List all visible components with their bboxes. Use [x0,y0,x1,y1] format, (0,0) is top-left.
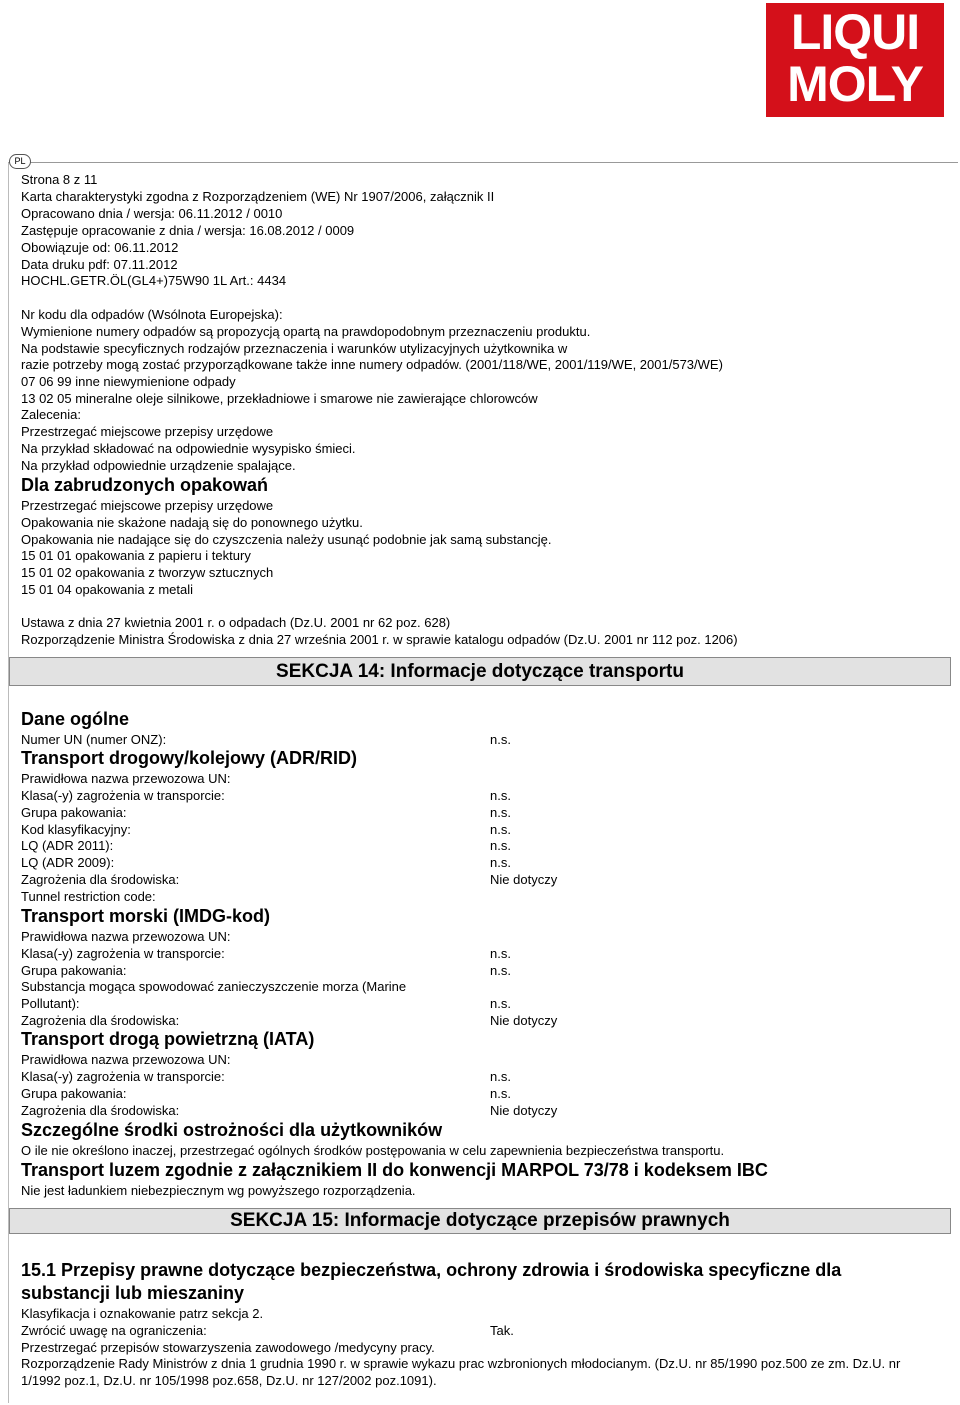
waste-line: 13 02 05 mineralne oleje silnikowe, przekładniowe i smarowe nie zawierające chlorowców [21,391,538,406]
waste-line: Na podstawie specyficznych rodzajów przeznaczenia i warunków utylizacyjnych użytkownika w [21,341,568,356]
imdg-label: Pollutant): [21,996,80,1011]
adr-label: LQ (ADR 2011): [21,838,114,853]
section-14-header: SEKCJA 14: Informacje dotyczące transportu [9,657,951,686]
adr-label: Tunnel restriction code: [21,889,156,904]
adr-value: n.s. [490,838,511,853]
waste-line: razie potrzeby mogą zostać przyporządkowane także inne numery odpadów. (2001/118/WE, 2001/119/WE, 2001/573/WE) [21,357,723,372]
adr-value: n.s. [490,788,511,803]
classification-note: Klasyfikacja i oznakowanie patrz sekcja 2. [21,1306,264,1321]
sds-title: Karta charakterystyki zgodna z Rozporządzeniem (WE) Nr 1907/2006, załącznik II [21,189,495,204]
imdg-heading: Transport morski (IMDG-kod) [21,906,271,926]
waste-line: Nr kodu dla odpadów (Wsólnota Europejska): [21,307,283,322]
adr-value: Nie dotyczy [490,872,558,887]
waste-line: 07 06 99 inne niewymienione odpady [21,374,236,389]
page-number: Strona 8 z 11 [21,172,98,187]
iata-value: n.s. [490,1086,511,1101]
adr-label: Zagrożenia dla środowiska: [21,872,180,887]
section-15-header: SEKCJA 15: Informacje dotyczące przepisów prawnych [9,1208,951,1234]
adr-value: n.s. [490,855,511,870]
waste-line: Przestrzegać miejscowe przepisy urzędowe [21,424,274,439]
iata-value: n.s. [490,1069,511,1084]
adr-value: n.s. [490,805,511,820]
imdg-label: Prawidłowa nazwa przewozowa UN: [21,929,231,944]
iata-heading: Transport drogą powietrzną (IATA) [21,1029,315,1049]
imdg-value: n.s. [490,946,511,961]
adr-heading: Transport drogowy/kolejowy (ADR/RID) [21,748,358,768]
imdg-value: n.s. [490,963,511,978]
un-number-label: Numer UN (numer ONZ): [21,732,167,747]
waste-line: Zalecenia: [21,407,81,422]
print-date: Data druku pdf: 07.11.2012 [21,257,178,272]
adr-label: Prawidłowa nazwa przewozowa UN: [21,771,231,786]
marpol-heading: Transport luzem zgodnie z załącznikiem II do konwencji MARPOL 73/78 i kodeksem IBC [21,1160,768,1180]
regulation-line: Rozporządzenie Rady Ministrów z dnia 1 grudnia 1990 r. w sprawie wykazu prac wzbronionych młodocianym. (Dz.U. nr 85/1990 poz.500 ze zm. Dz.U. nr 1/1992 poz.1, Dz.U. nr 105/1998 poz.658, Dz.U. nr 127/2002 poz.1091). [21,1356,901,1388]
adr-label: Klasa(-y) zagrożenia w transporcie: [21,788,225,803]
un-number-value: n.s. [490,732,511,747]
iata-value: Nie dotyczy [490,1103,558,1118]
imdg-label: Zagrożenia dla środowiska: [21,1013,180,1028]
imdg-value: Nie dotyczy [490,1013,558,1028]
law-line: Rozporządzenie Ministra Środowiska z dnia 27 września 2001 r. w sprawie katalogu odpadów (Dz.U. 2001 nr 112 poz. 1206) [21,632,738,647]
regulation-line: Przestrzegać przepisów stowarzyszenia zawodowego /medycyny pracy. [21,1340,435,1355]
logo-line-1: LIQUI [790,4,920,60]
special-precautions-heading: Szczególne środki ostrożności dla użytkowników [21,1120,443,1140]
general-heading: Dane ogólne [21,709,130,729]
imdg-label: Substancja mogąca spowodować zanieczyszczenie morza (Marine [21,979,407,994]
logo-line-2: MOLY [787,56,923,112]
section-15-1-heading: 15.1 Przepisy prawne dotyczące bezpieczeństwa, ochrony zdrowia i środowiska specyficzne dla substancji lub mieszaniny [21,1260,842,1303]
waste-line: Na przykład składować na odpowiednie wysypisko śmieci. [21,441,356,456]
packaging-heading: Dla zabrudzonych opakowań [21,475,269,495]
restrictions-label: Zwrócić uwagę na ograniczenia: [21,1323,207,1338]
packaging-line: 15 01 01 opakowania z papieru i tektury [21,548,251,563]
imdg-value: n.s. [490,996,511,1011]
replaces-line: Zastępuje opracowanie z dnia / wersja: 16.08.2012 / 0009 [21,223,355,238]
version-line: Opracowano dnia / wersja: 06.11.2012 / 0010 [21,206,283,221]
imdg-label: Klasa(-y) zagrożenia w transporcie: [21,946,225,961]
packaging-line: 15 01 04 opakowania z metali [21,582,194,597]
packaging-line: Przestrzegać miejscowe przepisy urzędowe [21,498,274,513]
waste-line: Na przykład odpowiednie urządzenie spalające. [21,458,296,473]
iata-label: Prawidłowa nazwa przewozowa UN: [21,1052,231,1067]
adr-label: LQ (ADR 2009): [21,855,115,870]
adr-value: n.s. [490,822,511,837]
marpol-text: Nie jest ładunkiem niebezpiecznym wg powyższego rozporządzenia. [21,1183,416,1198]
packaging-line: Opakowania nie skażone nadają się do ponownego użytku. [21,515,363,530]
special-precautions-text: O ile nie określono inaczej, przestrzegać ogólnych środków postępowania w celu zapewnienia bezpieczeństwa transportu. [21,1143,725,1158]
language-badge: PL [9,154,31,169]
valid-from: Obowiązuje od: 06.11.2012 [21,240,179,255]
packaging-line: 15 01 02 opakowania z tworzyw sztucznych [21,565,274,580]
law-line: Ustawa z dnia 27 kwietnia 2001 r. o odpadach (Dz.U. 2001 nr 62 poz. 628) [21,615,451,630]
iata-label: Grupa pakowania: [21,1086,127,1101]
iata-label: Zagrożenia dla środowiska: [21,1103,180,1118]
adr-label: Grupa pakowania: [21,805,127,820]
packaging-line: Opakowania nie nadające się do czyszczenia należy usunąć podobnie jak samą substancję. [21,532,552,547]
liqui-moly-logo [766,3,944,117]
iata-label: Klasa(-y) zagrożenia w transporcie: [21,1069,225,1084]
waste-line: Wymienione numery odpadów są propozycją opartą na prawdopodobnym przeznaczeniu produktu. [21,324,591,339]
restrictions-value: Tak. [490,1323,514,1338]
imdg-label: Grupa pakowania: [21,963,127,978]
adr-label: Kod klasyfikacyjny: [21,822,131,837]
product-code: HOCHL.GETR.ÖL(GL4+)75W90 1L Art.: 4434 [21,273,287,288]
